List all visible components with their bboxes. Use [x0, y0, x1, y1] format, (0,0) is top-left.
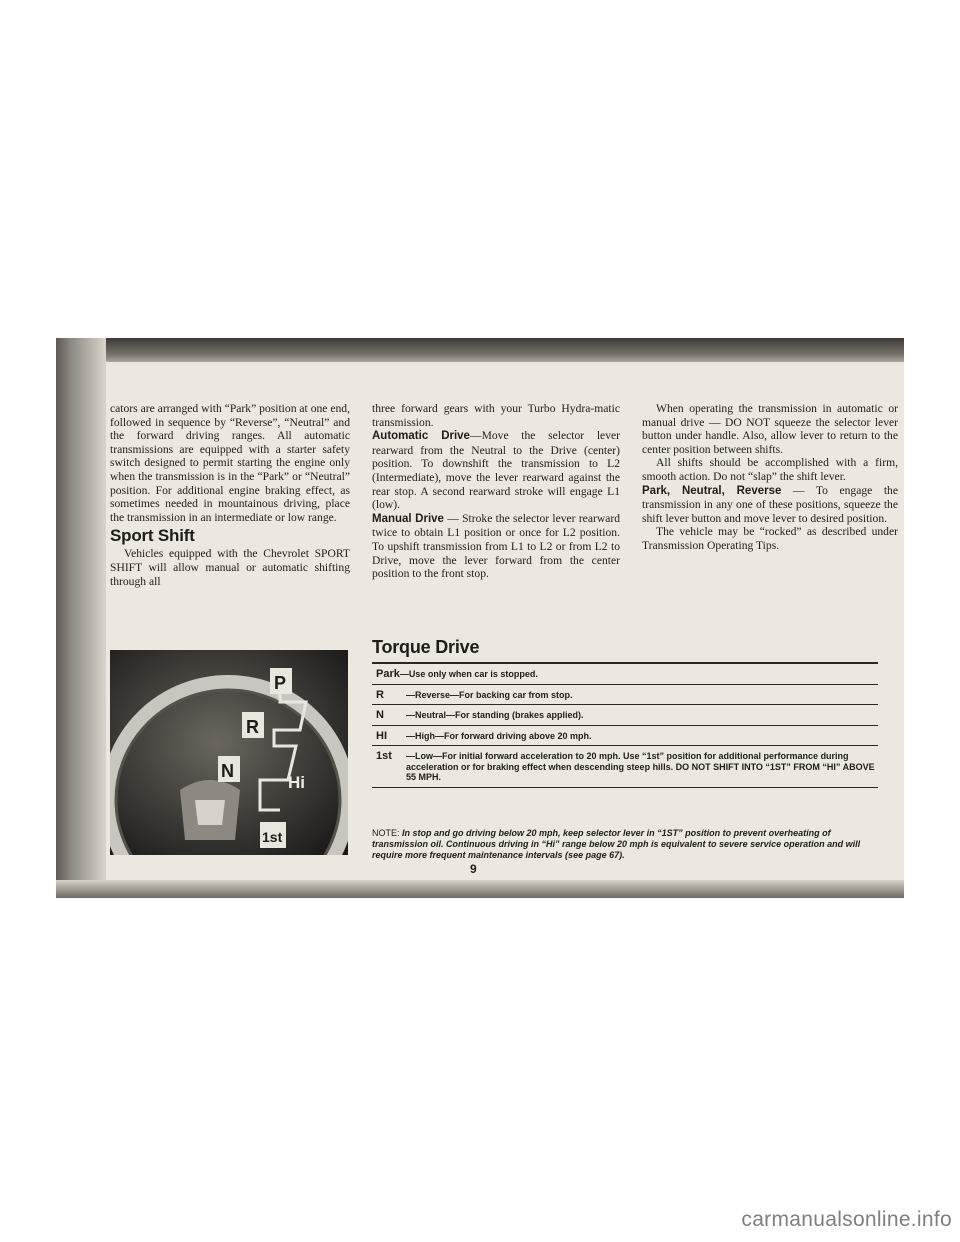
- park-neutral-reverse-text: — To engage the transmission in any one of these positions, squeeze the shift lever button and move lever to desired position.: [642, 483, 898, 525]
- torque-key-low: 1st: [376, 750, 392, 762]
- text-column-right: [642, 402, 898, 553]
- torque-row-high: [372, 726, 878, 747]
- torque-desc-reverse: —Reverse—For backing car from stop.: [406, 689, 573, 700]
- torque-key-neutral: N: [376, 709, 384, 721]
- paragraph-rocked: The vehicle may be “rocked” as described under Transmission Operating Tips.: [642, 525, 898, 552]
- torque-row-park: [372, 662, 878, 685]
- run-head-automatic-drive: Automatic Drive: [372, 430, 470, 443]
- note-label: NOTE:: [372, 828, 400, 838]
- run-head-manual-drive: Manual Drive: [372, 512, 444, 525]
- torque-desc-high: —High—For forward driving above 20 mph.: [406, 730, 592, 741]
- torque-drive-note: [372, 828, 878, 861]
- book-spine-shadow: [56, 338, 106, 898]
- paragraph-selector-indicators: cators are arranged with “Park” position at one end, followed in sequence by “Reverse”, “Neutral” and the forward driving ranges. All automatic transmissions are equipped with a starter safety switch designed to permit starting the engine only when the transmission is in the “Park” or “Neutral” position. For additional engine braking effect, as sometimes needed in mountainous driving, place the transmission in an intermediate or low range.: [110, 402, 350, 524]
- torque-row-low: [372, 746, 878, 788]
- paragraph-turbo-hydramatic: three forward gears with your Turbo Hydra-matic transmission.: [372, 402, 620, 429]
- steering-column-shift-photo: [110, 650, 348, 855]
- heading-torque-drive: Torque Drive: [372, 637, 480, 657]
- paragraph-manual-drive: [372, 512, 620, 581]
- automatic-drive-text: —Move the selector lever rearward from the Neutral to the Drive (center) position. To downshift the transmission to L2 (Intermediate), move the lever rearward against the rear stop. A second rearward stroke will engage L1 (low).: [372, 429, 620, 512]
- paragraph-operating-transmission: When operating the transmission in automatic or manual drive — DO NOT squeeze the selector lever button under handle. Also, allow lever to return to the center position between shifts.: [642, 402, 898, 456]
- torque-row-reverse: [372, 685, 878, 706]
- torque-key-high: HI: [376, 729, 387, 742]
- paragraph-automatic-drive: [372, 429, 620, 512]
- paragraph-shift-action: All shifts should be accomplished with a firm, smooth action. Do not “slap” the shift lever.: [642, 456, 898, 483]
- shift-label-hi: Hi: [288, 773, 305, 792]
- shift-label-1st: 1st: [262, 829, 283, 845]
- torque-desc-park: —Use only when car is stopped.: [399, 669, 538, 679]
- torque-row-neutral: [372, 705, 878, 726]
- shift-label-n: N: [221, 761, 234, 781]
- shift-label-r: R: [246, 717, 259, 737]
- text-column-left: [110, 402, 350, 588]
- heading-sport-shift: Sport Shift: [110, 526, 195, 546]
- note-text: In stop and go driving below 20 mph, keep selector lever in “1ST” position to prevent overheating of transmission oil. Continuous driving in “Hi” range below 20 mph is equivalent to severe service operation and will require more frequent maintenance intervals (see page 67).: [372, 828, 861, 860]
- page-number: 9: [470, 862, 477, 876]
- torque-key-park: Park: [376, 668, 400, 680]
- torque-key-reverse: R: [376, 688, 384, 701]
- paragraph-park-neutral-reverse: [642, 484, 898, 526]
- torque-desc-neutral: —Neutral—For standing (brakes applied).: [406, 710, 584, 720]
- book-bottom-edge: [56, 880, 904, 898]
- manual-drive-text: — Stroke the selector lever rearward twice to obtain L1 position or once for L2 position. To upshift transmission from L1 to L2 or from L2 to Drive, move the lever forward from the center position to the front stop.: [372, 511, 621, 581]
- shift-photo-illustration: [110, 650, 348, 855]
- paragraph-sport-shift: Vehicles equipped with the Chevrolet SPORT SHIFT will allow manual or automatic shifting through all: [110, 547, 350, 588]
- torque-drive-table: [372, 662, 878, 788]
- run-head-park-neutral-reverse: Park, Neutral, Reverse: [642, 484, 782, 497]
- watermark: carmanualsonline.info: [741, 1208, 952, 1231]
- shift-label-p: P: [274, 673, 287, 693]
- torque-desc-low: —Low—For initial forward acceleration to 20 mph. Use “1st” position for additional performance during acceleration or for braking effect when descending steep hills. DO NOT SHIFT INTO “1ST” FROM “HI” ABOVE 55 MPH.: [406, 751, 875, 782]
- text-column-middle: [372, 402, 620, 581]
